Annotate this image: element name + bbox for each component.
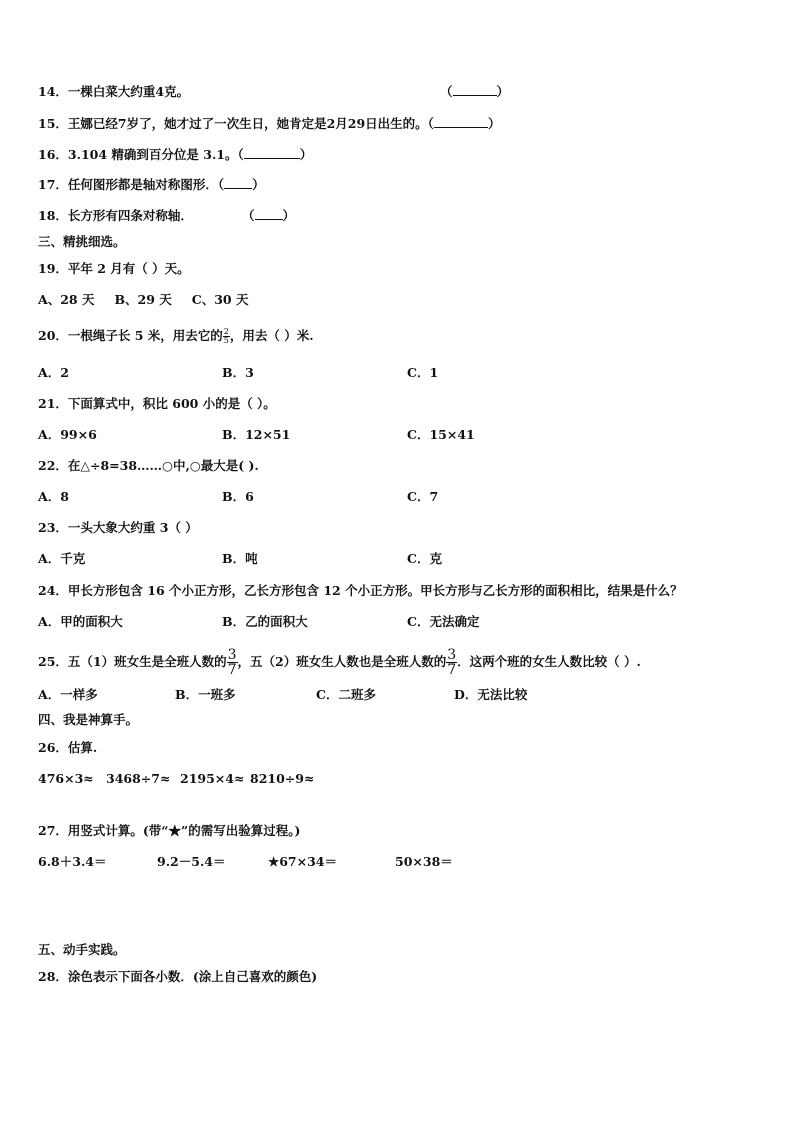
answer-blank-17[interactable] bbox=[224, 177, 252, 189]
question-17: 17．任何图形都是轴对称图形．（ ） bbox=[38, 177, 265, 192]
option-c[interactable]: C．1 bbox=[407, 365, 439, 380]
option-c[interactable]: C．克 bbox=[407, 551, 442, 566]
option-c[interactable]: C．15×41 bbox=[407, 427, 475, 442]
answer-blank-14[interactable]: （ ） bbox=[440, 84, 510, 99]
section-5-heading: 五、动手实践。 bbox=[38, 942, 126, 957]
question-24: 24．甲长方形包含 16 个小正方形，乙长方形包含 12 个小正方形。甲长方形与乙长方形的面积相比，结果是什么？ bbox=[38, 583, 683, 598]
question-26: 26．估算. bbox=[38, 740, 98, 755]
option-b[interactable]: B、29 天 bbox=[114, 292, 172, 307]
question-17-text: 17．任何图形都是轴对称图形．（ bbox=[38, 177, 225, 192]
section-3-heading: 三、精挑细选。 bbox=[38, 234, 126, 249]
option-b[interactable]: B．6 bbox=[222, 489, 254, 504]
question-19: 19．平年 2 月有（ ）天。 bbox=[38, 261, 190, 276]
question-19-options bbox=[38, 292, 248, 308]
question-16-text: 16．3.104 精确到百分位是 3.1。（ bbox=[38, 147, 244, 162]
question-18-text: 18．长方形有四条对称轴． bbox=[38, 208, 193, 223]
option-a[interactable]: A．一样多 bbox=[38, 687, 98, 702]
question-20: 20．一根绳子长 5 米，用去它的 $\frac{2}{5}$ ，用去（ ）米. bbox=[38, 327, 314, 345]
option-a[interactable]: A．8 bbox=[38, 489, 69, 504]
option-c[interactable]: C、30 天 bbox=[191, 292, 249, 307]
calc-item: 9.2－5.4＝ bbox=[157, 854, 226, 869]
estimate-item: 476×3≈ bbox=[38, 771, 94, 786]
option-b[interactable]: B．乙的面积大 bbox=[222, 614, 308, 629]
question-25: 25．五（1）班女生是全班人数的 $\frac{3}{7}$ ，五（2）班女生人数也是全班人数的 $\frac{3}{7}$ ．这两个班的女生人数比较（ ）. bbox=[38, 647, 641, 678]
answer-blank-16[interactable] bbox=[244, 147, 300, 159]
answer-blank-15[interactable] bbox=[434, 116, 488, 128]
question-22: 22．在△÷8=38……○中,○最大是( ). bbox=[38, 458, 259, 473]
option-c[interactable]: C．7 bbox=[407, 489, 439, 504]
calc-item: 50×38＝ bbox=[395, 854, 453, 869]
option-a[interactable]: A．千克 bbox=[38, 551, 86, 566]
option-d[interactable]: D．无法比较 bbox=[454, 687, 528, 702]
option-a[interactable]: A．甲的面积大 bbox=[38, 614, 123, 629]
calc-item: 6.8＋3.4＝ bbox=[38, 854, 107, 869]
fraction: $\frac{2}{5}$ bbox=[223, 327, 229, 345]
option-b[interactable]: B．3 bbox=[222, 365, 254, 380]
question-15-text: 15．王娜已经7岁了，她才过了一次生日，她肯定是2月29日出生的。（ bbox=[38, 116, 434, 131]
fraction: $\frac{3}{7}$ bbox=[227, 647, 237, 678]
option-b[interactable]: B．吨 bbox=[222, 551, 258, 566]
question-15: 15．王娜已经7岁了，她才过了一次生日，她肯定是2月29日出生的。（ ） bbox=[38, 116, 501, 131]
calc-item: ★67×34＝ bbox=[268, 854, 337, 869]
option-c[interactable]: C．无法确定 bbox=[407, 614, 480, 629]
option-b[interactable]: B．一班多 bbox=[175, 687, 236, 702]
question-14-text: 14．一棵白菜大约重4克。 bbox=[38, 84, 190, 99]
estimate-item: 8210÷9≈ bbox=[250, 771, 315, 786]
estimate-item: 2195×4≈ bbox=[180, 771, 245, 786]
option-a[interactable]: A．2 bbox=[38, 365, 69, 380]
option-b[interactable]: B．12×51 bbox=[222, 427, 291, 442]
section-4-heading: 四、我是神算手。 bbox=[38, 712, 139, 727]
question-14 bbox=[38, 84, 189, 100]
option-c[interactable]: C．二班多 bbox=[316, 687, 376, 702]
question-27: 27．用竖式计算。(带“★”的需写出验算过程。) bbox=[38, 823, 301, 838]
question-21: 21．下面算式中，积比 600 小的是（ ）。 bbox=[38, 396, 276, 411]
question-23: 23．一头大象大约重 3（ ） bbox=[38, 520, 198, 535]
question-16: 16．3.104 精确到百分位是 3.1。（ ） bbox=[38, 147, 313, 162]
option-a[interactable]: A．99×6 bbox=[38, 427, 97, 442]
question-18 bbox=[38, 208, 193, 224]
option-a[interactable]: A、28 天 bbox=[38, 292, 95, 307]
answer-blank-18[interactable]: （ ） bbox=[242, 208, 296, 223]
estimate-item: 3468÷7≈ bbox=[106, 771, 171, 786]
fraction: $\frac{3}{7}$ bbox=[447, 647, 457, 678]
question-28: 28．涂色表示下面各小数．(涂上自己喜欢的颜色) bbox=[38, 969, 318, 984]
